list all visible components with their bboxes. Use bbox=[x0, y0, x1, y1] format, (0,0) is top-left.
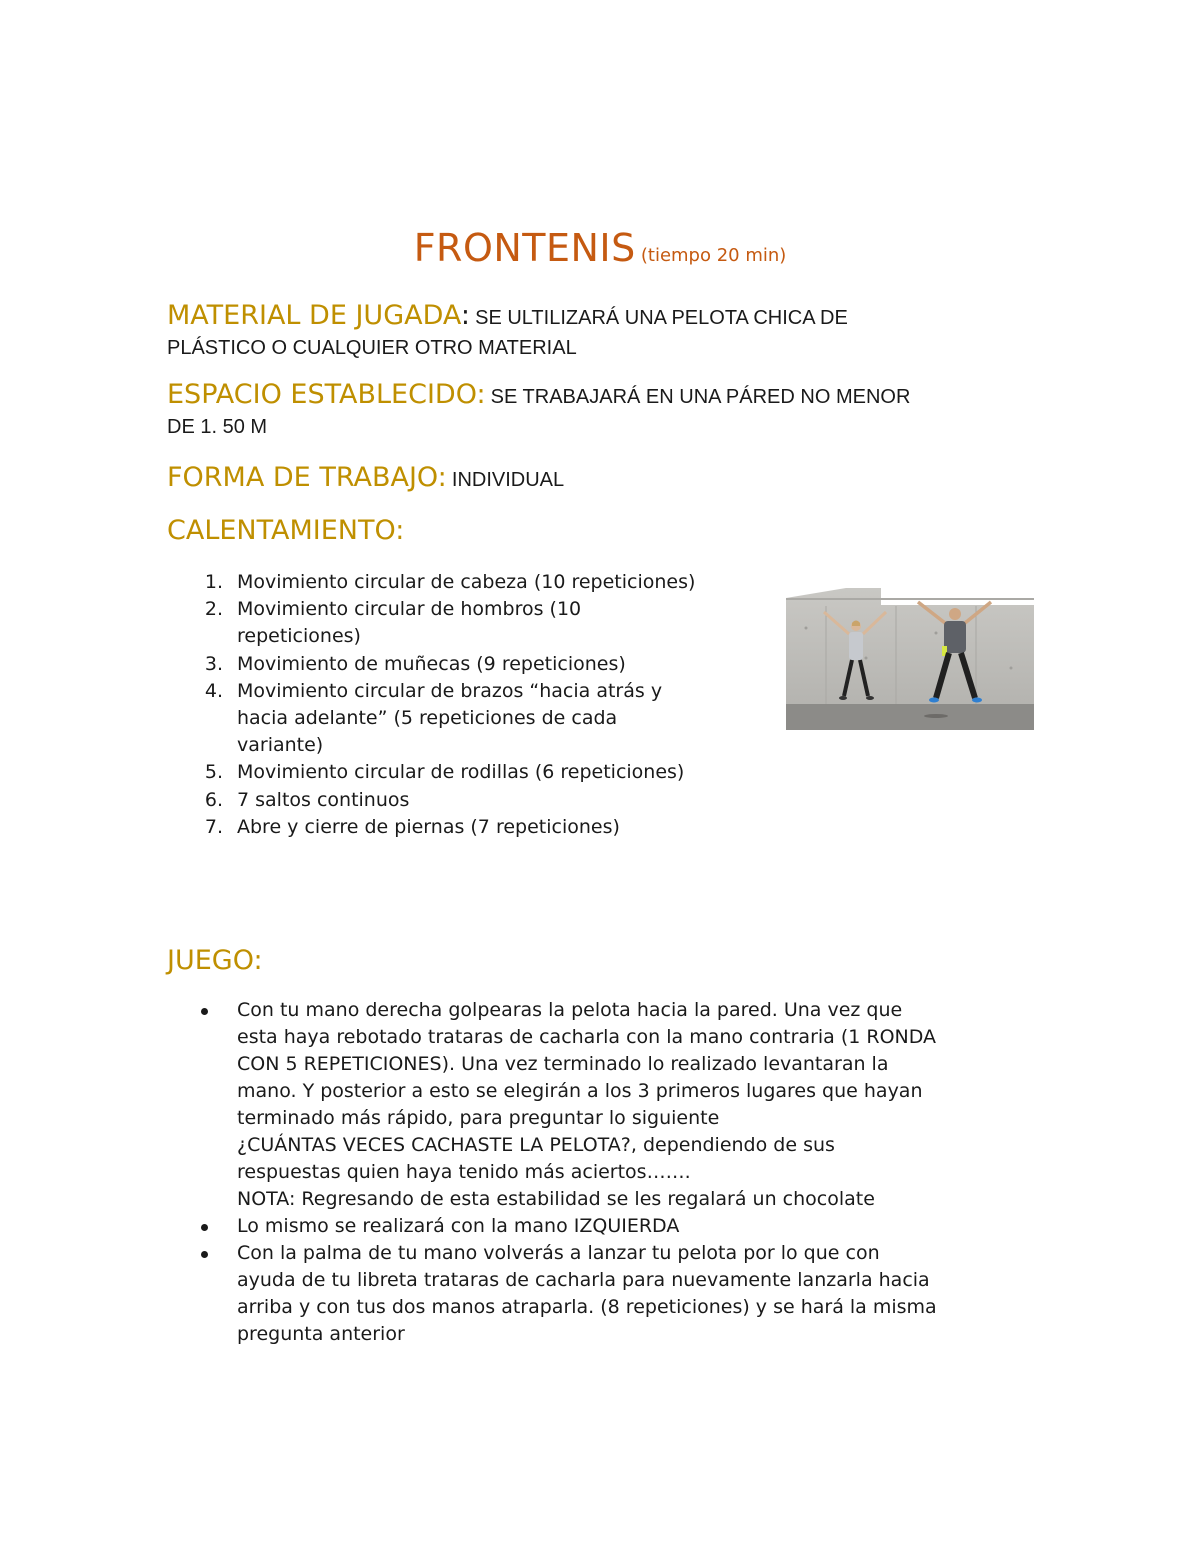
list-item-text: Movimiento circular de hombros (10 bbox=[237, 598, 582, 621]
list-item bbox=[197, 787, 767, 814]
list-item bbox=[197, 678, 767, 760]
espacio-section bbox=[167, 379, 1037, 442]
list-item-text: arriba y con tus dos manos atraparla. (8 repeticiones) y se hará la misma bbox=[237, 1296, 937, 1318]
list-item bbox=[197, 814, 767, 841]
juego-section bbox=[167, 945, 1037, 976]
list-item-number: 7. bbox=[204, 815, 223, 838]
list-item-number: 1. bbox=[204, 571, 223, 593]
list-item-text: respuestas quien haya tenido más aciertos……. bbox=[237, 1161, 691, 1183]
list-item-text: variante) bbox=[237, 734, 324, 757]
list-item bbox=[197, 651, 767, 678]
list-item-text: Movimiento de muñecas (9 repeticiones) bbox=[237, 652, 626, 675]
espacio-text-line1: SE TRABAJARÁ EN UNA PÁRED NO MENOR bbox=[490, 386, 911, 408]
list-item bbox=[197, 569, 767, 596]
list-item bbox=[197, 997, 1047, 1213]
list-item-text: Abre y cierre de piernas (7 repeticiones) bbox=[237, 815, 620, 838]
list-item-text: hacia adelante” (5 repeticiones de cada bbox=[237, 707, 618, 730]
forma-section bbox=[167, 462, 1037, 495]
list-item-number: 6. bbox=[204, 788, 223, 811]
list-item bbox=[197, 1240, 1047, 1348]
page-title: FRONTENIS bbox=[413, 226, 636, 270]
forma-heading: FORMA DE TRABAJO: bbox=[167, 462, 447, 493]
bullet-icon bbox=[201, 1224, 208, 1231]
list-item-text: Movimiento circular de brazos “hacia atrás y bbox=[237, 679, 663, 702]
calentamiento-heading: CALENTAMIENTO: bbox=[167, 515, 405, 546]
list-item-text: Con la palma de tu mano volverás a lanzar tu pelota por lo que con bbox=[237, 1242, 880, 1264]
bullet-icon bbox=[201, 1008, 208, 1015]
list-item-text: ¿CUÁNTAS VECES CACHASTE LA PELOTA?, dependiendo de sus bbox=[237, 1134, 835, 1156]
list-item-number: 3. bbox=[204, 652, 223, 675]
list-item-number: 4. bbox=[204, 679, 223, 702]
list-item bbox=[197, 596, 767, 650]
list-item-text: ayuda de tu libreta trataras de cacharla para nuevamente lanzarla hacia bbox=[237, 1269, 930, 1291]
list-item-text: mano. Y posterior a esto se elegirán a los 3 primeros lugares que hayan bbox=[237, 1080, 923, 1102]
list-item-number: 5. bbox=[204, 761, 223, 784]
list-item-text: pregunta anterior bbox=[237, 1323, 405, 1345]
list-item-text: Movimiento circular de rodillas (6 repeticiones) bbox=[237, 761, 685, 784]
list-item bbox=[197, 1213, 1047, 1240]
material-text-line2: PLÁSTICO O CUALQUIER OTRO MATERIAL bbox=[167, 337, 577, 359]
photo-illustration bbox=[786, 588, 1034, 730]
game-bullet-list bbox=[197, 997, 1047, 1348]
calentamiento-section bbox=[167, 515, 1037, 546]
jumping-jacks-photo bbox=[786, 588, 1034, 730]
material-text-line1: SE ULTILIZARÁ UNA PELOTA CHICA DE bbox=[475, 307, 848, 329]
list-item-text: Movimiento circular de cabeza (10 repeticiones) bbox=[237, 571, 696, 593]
title-line bbox=[0, 226, 1200, 270]
juego-heading: JUEGO: bbox=[167, 945, 263, 976]
list-item-text: NOTA: Regresando de esta estabilidad se les regalará un chocolate bbox=[237, 1188, 875, 1210]
list-item-text: terminado más rápido, para preguntar lo siguiente bbox=[237, 1107, 720, 1129]
list-item-text: CON 5 REPETICIONES). Una vez terminado lo realizado levantaran la bbox=[237, 1053, 889, 1075]
material-section bbox=[167, 300, 1037, 363]
list-item-text: 7 saltos continuos bbox=[237, 788, 410, 811]
bullet-icon bbox=[201, 1251, 208, 1258]
material-colon: : bbox=[460, 300, 471, 331]
list-item-number: 2. bbox=[204, 598, 223, 621]
list-item bbox=[197, 759, 767, 786]
list-item-text: repeticiones) bbox=[237, 625, 361, 648]
espacio-text-line2: DE 1. 50 M bbox=[167, 416, 268, 438]
list-item-text: esta haya rebotado trataras de cacharla con la mano contraria (1 RONDA bbox=[237, 1026, 937, 1048]
warmup-list bbox=[197, 569, 767, 841]
title-duration: (tiempo 20 min) bbox=[640, 245, 787, 266]
espacio-heading: ESPACIO ESTABLECIDO: bbox=[167, 379, 486, 410]
forma-value: INDIVIDUAL bbox=[451, 469, 565, 491]
material-heading: MATERIAL DE JUGADA bbox=[167, 300, 461, 331]
list-item-text: Lo mismo se realizará con la mano IZQUIERDA bbox=[237, 1215, 680, 1237]
list-item-text: Con tu mano derecha golpearas la pelota hacia la pared. Una vez que bbox=[237, 999, 903, 1021]
